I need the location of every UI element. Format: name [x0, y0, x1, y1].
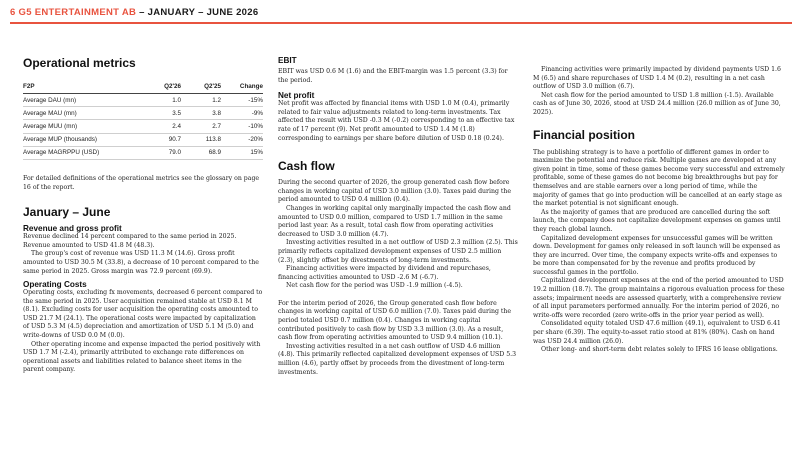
table-cell: 113.8	[181, 133, 221, 146]
header-separator: –	[139, 7, 145, 18]
table-cell: 1.2	[181, 94, 221, 107]
table-cell: -15%	[221, 94, 263, 107]
table-header-cell: F2P	[23, 80, 151, 94]
table-cell: 2.4	[151, 120, 181, 133]
table-cell: 3.5	[151, 107, 181, 120]
revenue-heading: Revenue and gross profit	[23, 224, 122, 234]
table-cell: 79.0	[151, 146, 181, 159]
page-header	[10, 7, 258, 18]
header-rule	[10, 22, 792, 24]
operating-costs-paragraph: Operating costs, excluding fx movements, decreased 6 percent compared to the same period in 2025. User acquisition remained stable at USD 8.1 M (8.1). Excluding costs for user acquisition the operating costs amounted to USD 21.7 M (24.1). The operational costs were impacted by capitalization of USD 5.3 M (4.5) depreciation and amortization of USD 5.1 M (5.0) and write-downs of USD 0.0 M (0.0).	[23, 289, 263, 340]
net-profit-heading: Net profit	[278, 91, 315, 101]
financial-position-paragraph: Capitalized development expenses for unsuccessful games will be written down. Development for games only released in soft launch will be expensed as they are incurred. Over time, the company expects write-offs and expenses to be more than compensated for by the revenue and profits produced by successful games in the portfolio.	[533, 234, 781, 276]
table-header-cell: Q2'26	[151, 80, 181, 94]
table-row	[23, 107, 263, 120]
table-header-cell: Q2'25	[181, 80, 221, 94]
revenue-paragraph: Revenue declined 14 percent compared to the same period in 2025. Revenue amounted to USD 41.8 M (48.3).	[23, 233, 237, 249]
ebit-heading: EBIT	[278, 56, 297, 65]
january-june-heading: January – June	[23, 205, 111, 220]
table-cell: 2.7	[181, 120, 221, 133]
table-row	[23, 120, 263, 133]
table-cell: Average MUU (mn)	[23, 120, 151, 133]
financial-position-heading: Financial position	[533, 127, 636, 142]
table-cell: Average MUP (thousands)	[23, 133, 151, 146]
company-name: G5 ENTERTAINMENT AB	[18, 7, 137, 18]
cash-flow-paragraph: For the interim period of 2026, the Group generated cash flow before changes in working capital of USD 6.0 million (7.0). Taxes paid during the period totaled USD 0.7 million (0.4). Changes in working capital contributed positively to cash flow by USD 3.3 million (3.0). As a result, cash flow from operating activities amounted to USD 9.4 million (10.1).	[278, 299, 512, 342]
table-cell: 15%	[221, 146, 263, 159]
table-row	[23, 146, 263, 159]
page-number: 6	[10, 7, 16, 18]
revenue-paragraph: The group's cost of revenue was USD 11.3 M (14.6). Gross profit amounted to USD 30.5 M (33.8), a decrease of 10 percent compared to the same period in 2025. Gross margin was 72.9 percent (69.9).	[23, 250, 259, 275]
table-cell: Average DAU (mn)	[23, 94, 151, 107]
report-period: JANUARY – JUNE 2026	[147, 7, 259, 18]
column-left	[23, 32, 263, 375]
cash-flow-heading: Cash flow	[278, 159, 335, 174]
column-middle	[278, 56, 518, 377]
cash-flow-paragraph: Financing activities were impacted by dividend and repurchases, financing activities amounted to USD -2.6 M (-6.7).	[278, 265, 491, 281]
cash-flow-paragraph: During the second quarter of 2026, the group generated cash flow before changes in working capital of USD 3.0 million (3.0). Taxes paid during the period amounted to USD 0.4 million (0.4).	[278, 179, 512, 204]
table-cell: -10%	[221, 120, 263, 133]
financing-paragraph: Net cash flow for the period amounted to USD 1.8 million (-1.5). Available cash as of June 30, 2026, stood at USD 24.4 million (26.0 million as of June 30, 2025).	[533, 91, 781, 116]
financial-position-paragraph: Consolidated equity totaled USD 47.6 million (49.1), equivalent to USD 6.41 per share (6.39). The equity-to-asset ratio stood at 81% (80%). Cash on hand was USD 24.4 million (26.0).	[533, 320, 781, 345]
cash-flow-paragraph: Net cash flow for the period was USD -1.9 million (-4.5).	[286, 282, 463, 290]
table-cell: -20%	[221, 133, 263, 146]
financing-paragraph: Financing activities were primarily impacted by dividend payments USD 1.6 M (6.5) and share repurchases of USD 1.4 M (0.2), resulting in a net cash outflow of USD 3.0 million (6.7).	[533, 66, 781, 91]
net-profit-paragraph: Net profit was affected by financial items with USD 1.0 M (0.4), primarily related to fair value adjustments related to long-term investments. Tax affected the result with USD -0.3 M (-0.2) corresponding to an effective tax rate of 17 percent (9). Net profit amounted to USD 1.4 M (1.8) corresponding to earnings per share before dilution of USD 0.18 (0.24).	[278, 100, 515, 142]
table-cell: Average MAGRPPU (USD)	[23, 146, 151, 159]
cash-flow-paragraph: Changes in working capital only marginally impacted the cash flow and amounted to USD 0.0 million, compared to USD 1.7 million in the same period last year. As a result, total cash flow from operating activities decreased to USD 3.0 million (4.7).	[278, 204, 511, 238]
table-row	[23, 133, 263, 146]
table-cell: -9%	[221, 107, 263, 120]
financial-position-paragraph: As the majority of games that are produced are cancelled during the soft launch, the company does not capitalize development expenses on games until they reach global launch.	[533, 208, 781, 233]
table-note: For detailed definitions of the operational metrics see the glossary on page 16 of the report.	[23, 174, 260, 191]
cash-flow-paragraph: Investing activities resulted in a net cash outflow of USD 4.6 million (4.8). This primarily reflected capitalized development expenses of USD 5.3 million (4.6), partly offset by proceeds from the divestment of long-term investments.	[278, 342, 517, 376]
table-header-row	[23, 80, 263, 94]
column-right	[533, 66, 785, 355]
table-cell: 3.8	[181, 107, 221, 120]
operational-metrics-heading: Operational metrics	[23, 56, 136, 70]
operating-costs-heading: Operating Costs	[23, 280, 87, 290]
financial-position-paragraph: Other long- and short-term debt relates solely to IFRS 16 lease obligations.	[541, 346, 778, 354]
table-cell: 68.9	[181, 146, 221, 159]
table-cell: Average MAU (mn)	[23, 107, 151, 120]
table-cell: 1.0	[151, 94, 181, 107]
table-cell: 90.7	[151, 133, 181, 146]
table-row	[23, 94, 263, 107]
financial-position-paragraph: The publishing strategy is to have a portfolio of different games in order to maximize the potential and reduce risk. Multiple games are developed at any given point in time, some of these games become very successful and extremely profitable, some of these games do not become big breakthroughs but pay for themselves and are stable earners over a long period of time, while the majority of games that go into production will be cancelled at an early stage as the market potential is not significant enough.	[533, 148, 785, 208]
operating-costs-paragraph: Other operating income and expense impacted the period positively with USD 1.7 M (-2.4), primarily attributed to exchange rate differences on operational assets and liabilities related to balance sheet items in the parent company.	[23, 340, 261, 374]
ebit-paragraph: EBIT was USD 0.6 M (1.6) and the EBIT-margin was 1.5 percent (3.3) for the period.	[278, 68, 508, 84]
operational-metrics-table	[23, 80, 263, 160]
cash-flow-paragraph: Investing activities resulted in a net outflow of USD 2.3 million (2.5). This primarily reflects capitalized development expenses of USD 2.5 million (2.3), slightly offset by divestments of long-term investments.	[278, 239, 518, 264]
table-header-cell: Change	[221, 80, 263, 94]
financial-position-paragraph: Capitalized development expenses at the end of the period amounted to USD 19.2 million (18.7). The group maintains a rigorous evaluation process for these assets; impairment needs are assessed quarterly, with a comprehensive review of all input parameters performed annually. For the interim period of 2026, no write-offs were recorded (zero write-offs in the prior year period as well).	[533, 277, 785, 319]
